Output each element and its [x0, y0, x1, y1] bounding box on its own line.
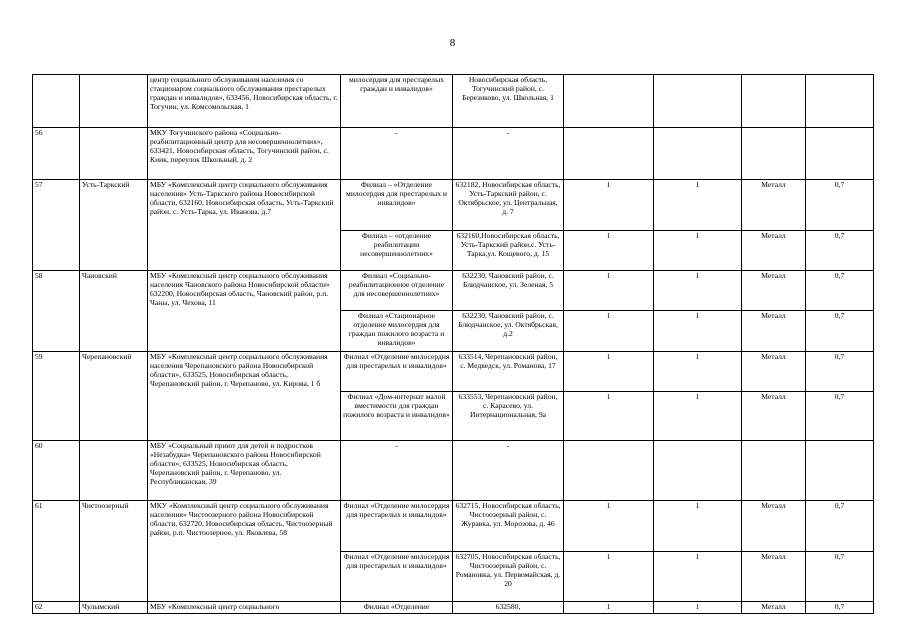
value-cell: 0,7	[806, 352, 874, 392]
branch-name-cell: милосердия для престарелых граждан и инвалидов»	[341, 75, 453, 128]
count-cell: 1	[654, 552, 742, 602]
count-cell: 1	[564, 602, 654, 614]
district-cell	[80, 75, 148, 128]
count-cell: 1	[564, 311, 654, 352]
material-cell: Металл	[742, 180, 806, 231]
count-cell: 1	[654, 271, 742, 311]
branch-address-cell: -	[453, 441, 564, 501]
organization-cell: МБУ «Комплексный центр социального обслуживания населения Черепановского района Новосибирской области», 633525, Новосибирская область, Черепановский район, г. Черепаново, ул. Кирова, 1 б	[148, 352, 341, 441]
count-cell: 1	[564, 271, 654, 311]
branch-name-cell: Филиал «Отделение милосердия для престарелых и инвалидов»	[341, 352, 453, 392]
branch-name-cell: Филиал «Отделение милосердия для престарелых и инвалидов»	[341, 501, 453, 552]
branch-address-cell: 632230, Чановский район, с. Блюдчанское, ул. Зеленая, 5	[453, 271, 564, 311]
value-cell	[806, 128, 874, 180]
branch-name-cell: Филиал – «Отделение милосердия для престарелых и инвалидов»	[341, 180, 453, 231]
value-cell: 0,7	[806, 311, 874, 352]
district-cell: Усть-Таркский	[80, 180, 148, 271]
branch-name-cell: Филиал «Дом-интернат малой вместимости для граждан пожилого возраста и инвалидов»	[341, 392, 453, 441]
count-cell	[654, 441, 742, 501]
branch-name-cell: Филиал «Отделение милосердия для престарелых и инвалидов»	[341, 552, 453, 602]
count-cell	[564, 75, 654, 128]
district-cell	[80, 128, 148, 180]
value-cell: 0,7	[806, 392, 874, 441]
row-number-cell: 62	[33, 602, 80, 614]
value-cell	[806, 75, 874, 128]
count-cell: 1	[564, 552, 654, 602]
count-cell	[654, 75, 742, 128]
count-cell: 1	[654, 311, 742, 352]
material-cell	[742, 128, 806, 180]
branch-address-cell: 633553, Черепановский район, с. Карасево, ул. Интернациональная, 9а	[453, 392, 564, 441]
material-cell: Металл	[742, 552, 806, 602]
material-cell: Металл	[742, 231, 806, 271]
row-number-cell: 60	[33, 441, 80, 501]
value-cell: 0,7	[806, 231, 874, 271]
count-cell: 1	[564, 180, 654, 231]
table-row	[33, 271, 874, 311]
district-cell: Чулымский	[80, 602, 148, 614]
count-cell	[654, 128, 742, 180]
material-cell: Металл	[742, 271, 806, 311]
branch-address-cell: 632182, Новосибирская область, Усть-Таркский район, с. Октябрьское, ул. Центральная, д. 7	[453, 180, 564, 231]
organization-cell: МКУ Тогучинского района «Социально-реабилитационный центр для несовершеннолетних», 633421, Новосибирская область, Тогучинский район, с. Киик, переулок Школьный, д. 2	[148, 128, 341, 180]
row-number-cell	[33, 75, 80, 128]
row-number-cell: 59	[33, 352, 80, 441]
count-cell: 1	[654, 352, 742, 392]
branch-address-cell: -	[453, 128, 564, 180]
row-number-cell: 58	[33, 271, 80, 352]
table-row	[33, 441, 874, 501]
table-row	[33, 180, 874, 231]
material-cell	[742, 75, 806, 128]
material-cell: Металл	[742, 501, 806, 552]
page-number: 8	[449, 37, 456, 49]
branch-address-cell: Новосибирская область, Тогучинский район, с. Березиково, ул. Школьная, 1	[453, 75, 564, 128]
branch-name-cell: -	[341, 441, 453, 501]
branch-name-cell: Филиал – «отделение реабилитации несовершеннолетних»	[341, 231, 453, 271]
branch-address-cell: 632705, Новосибирская область, Чистоозерный район, с. Романовка, ул. Первомайская, д. 20	[453, 552, 564, 602]
count-cell: 1	[564, 392, 654, 441]
count-cell: 1	[564, 501, 654, 552]
count-cell: 1	[564, 352, 654, 392]
branch-name-cell: -	[341, 128, 453, 180]
table-body	[33, 75, 874, 614]
organization-cell: МБУ «Комплексный центр социального обслуживания населения» Усть-Таркского района Новосибирской области, 632160, Новосибирская область, Усть-Таркский район, с. Усть-Тарка, ул. Иванова, д.7	[148, 180, 341, 271]
table-row	[33, 75, 874, 128]
organization-cell: МБУ «Социальный приют для детей и подростков «Незабудка» Черепановского района Новосибирской области», 633525, Новосибирская область, Черепановский район, г. Черепаново, ул. Республиканская, 39	[148, 441, 341, 501]
value-cell: 0,7	[806, 271, 874, 311]
branch-name-cell: Филиал «Стационарное отделение милосердия для граждан пожилого возраста и инвалидов»	[341, 311, 453, 352]
value-cell: 0,7	[806, 602, 874, 614]
organization-cell: МБУ «Комплексный центр социального	[148, 602, 341, 614]
count-cell	[564, 128, 654, 180]
material-cell	[742, 441, 806, 501]
branch-address-cell: 633514, Черепановский район, с. Медведск, ул. Романова, 17	[453, 352, 564, 392]
table-row	[33, 352, 874, 392]
material-cell: Металл	[742, 392, 806, 441]
count-cell: 1	[654, 392, 742, 441]
material-cell: Металл	[742, 311, 806, 352]
organization-cell: центр социального обслуживания населения со стационаром социального обслуживания престарелых граждан и инвалидов», 633456, Новосибирская область, г. Тогучин, ул. Комсомольская, 1	[148, 75, 341, 128]
district-cell: Чистоозерный	[80, 501, 148, 602]
value-cell: 0,7	[806, 552, 874, 602]
branch-address-cell: 632160,Новосибирская область, Усть-Таркский район,с. Усть-Тарка,ул. Кощевого, д. 15	[453, 231, 564, 271]
count-cell: 1	[654, 231, 742, 271]
table-row	[33, 128, 874, 180]
count-cell: 1	[654, 180, 742, 231]
row-number-cell: 57	[33, 180, 80, 271]
facilities-table	[32, 74, 874, 614]
table-row	[33, 501, 874, 552]
row-number-cell: 61	[33, 501, 80, 602]
branch-name-cell: Филиал «Социально-реабилитационное отделение для несовершеннолетних»	[341, 271, 453, 311]
organization-cell: МКУ «Комплексный центр социального обслуживания населения» Чистоозерного района Новосибирской области, 632720, Новосибирская область, Чистоозерный район, р.п. Чистоозерное, ул. Яковлева, 58	[148, 501, 341, 602]
count-cell	[564, 441, 654, 501]
district-cell: Черепановский	[80, 352, 148, 441]
value-cell: 0,7	[806, 501, 874, 552]
branch-address-cell: 632230, Чановский район, с. Блюдчанское, ул. Октябрьская, д.2	[453, 311, 564, 352]
organization-cell: МБУ «Комплексный центр социального обслуживания населения Чановского района Новосибирской области» 632200, Новосибирская область, Чановский район, р.п. Чаны, ул. Чехова, 11	[148, 271, 341, 352]
value-cell	[806, 441, 874, 501]
material-cell: Металл	[742, 602, 806, 614]
count-cell: 1	[564, 231, 654, 271]
branch-address-cell: 632580,	[453, 602, 564, 614]
district-cell: Чановский	[80, 271, 148, 352]
count-cell: 1	[654, 602, 742, 614]
row-number-cell: 56	[33, 128, 80, 180]
material-cell: Металл	[742, 352, 806, 392]
value-cell: 0,7	[806, 180, 874, 231]
count-cell: 1	[654, 501, 742, 552]
branch-name-cell: Филиал «Отделение	[341, 602, 453, 614]
table-row	[33, 602, 874, 614]
branch-address-cell: 632715, Новосибирская область, Чистоозерный район, с. Журавка, ул. Морозова, д. 46	[453, 501, 564, 552]
district-cell	[80, 441, 148, 501]
